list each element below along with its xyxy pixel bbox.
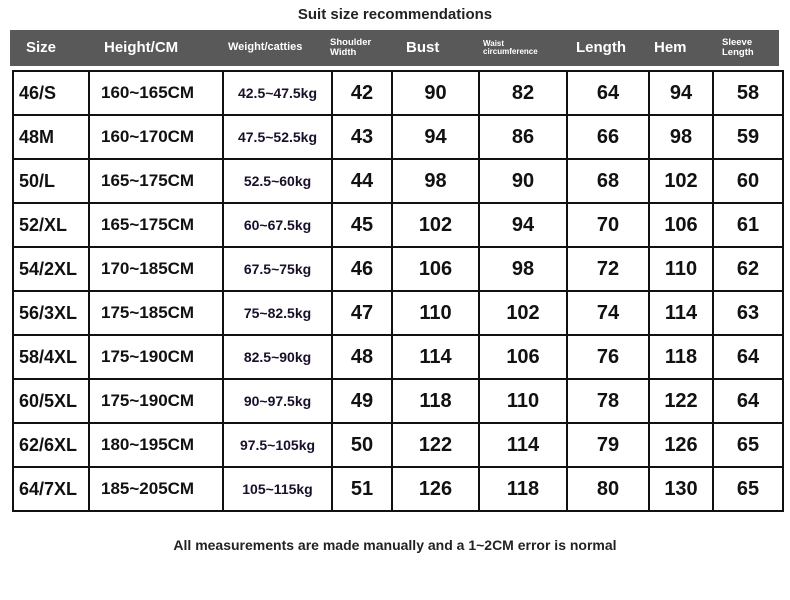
- page-title: Suit size recommendations: [297, 6, 493, 23]
- cell-length: 76: [567, 335, 649, 379]
- cell-waist: 106: [479, 335, 567, 379]
- header-bust: Bust: [406, 39, 440, 57]
- header-waist-line2: circumference: [483, 47, 538, 56]
- cell-length: 74: [567, 291, 649, 335]
- cell-bust: 98: [392, 159, 479, 203]
- cell-weight: 90~97.5kg: [223, 379, 332, 423]
- header-sleeve-line2: Length: [722, 47, 754, 58]
- header-size: Size: [26, 39, 57, 57]
- header-sleeve-length: [722, 30, 754, 66]
- cell-weight: 60~67.5kg: [223, 203, 332, 247]
- cell-bust: 110: [392, 291, 479, 335]
- cell-bust: 102: [392, 203, 479, 247]
- cell-sleeve: 59: [713, 115, 783, 159]
- cell-waist: 90: [479, 159, 567, 203]
- header-waist-circumference: [483, 30, 538, 66]
- table-row: [13, 467, 783, 511]
- table-row: [13, 71, 783, 115]
- cell-shoulder: 44: [332, 159, 392, 203]
- header-shoulder-line1: Shoulder: [330, 37, 372, 49]
- cell-waist: 94: [479, 203, 567, 247]
- cell-hem: 114: [649, 291, 713, 335]
- cell-size: 60/5XL: [13, 379, 89, 423]
- cell-shoulder: 45: [332, 203, 392, 247]
- measurement-note: All measurements are made manually and a 1~2CM error is normal: [173, 537, 617, 553]
- cell-weight: 105~115kg: [223, 467, 332, 511]
- table-row: [13, 159, 783, 203]
- cell-weight: 97.5~105kg: [223, 423, 332, 467]
- header-shoulder-line2: Width: [330, 47, 357, 58]
- cell-size: 54/2XL: [13, 247, 89, 291]
- cell-length: 78: [567, 379, 649, 423]
- cell-hem: 98: [649, 115, 713, 159]
- cell-shoulder: 43: [332, 115, 392, 159]
- cell-size: 62/6XL: [13, 423, 89, 467]
- cell-weight: 52.5~60kg: [223, 159, 332, 203]
- cell-shoulder: 46: [332, 247, 392, 291]
- cell-sleeve: 62: [713, 247, 783, 291]
- cell-bust: 90: [392, 71, 479, 115]
- cell-length: 64: [567, 71, 649, 115]
- cell-hem: 118: [649, 335, 713, 379]
- cell-length: 68: [567, 159, 649, 203]
- cell-sleeve: 60: [713, 159, 783, 203]
- cell-size: 48M: [13, 115, 89, 159]
- table-row: [13, 115, 783, 159]
- table-row: [13, 203, 783, 247]
- cell-height: 175~190CM: [89, 335, 223, 379]
- cell-height: 160~170CM: [89, 115, 223, 159]
- cell-hem: 122: [649, 379, 713, 423]
- cell-length: 70: [567, 203, 649, 247]
- cell-height: 180~195CM: [89, 423, 223, 467]
- cell-size: 64/7XL: [13, 467, 89, 511]
- cell-sleeve: 61: [713, 203, 783, 247]
- cell-sleeve: 65: [713, 467, 783, 511]
- header-waist-line1: Waist: [483, 38, 505, 48]
- cell-hem: 126: [649, 423, 713, 467]
- cell-size: 56/3XL: [13, 291, 89, 335]
- cell-bust: 122: [392, 423, 479, 467]
- header-height: Height/CM: [104, 39, 179, 57]
- cell-waist: 86: [479, 115, 567, 159]
- cell-bust: 118: [392, 379, 479, 423]
- table-row: [13, 291, 783, 335]
- cell-shoulder: 42: [332, 71, 392, 115]
- cell-waist: 82: [479, 71, 567, 115]
- cell-hem: 110: [649, 247, 713, 291]
- cell-bust: 94: [392, 115, 479, 159]
- cell-sleeve: 63: [713, 291, 783, 335]
- cell-weight: 82.5~90kg: [223, 335, 332, 379]
- cell-size: 50/L: [13, 159, 89, 203]
- cell-weight: 67.5~75kg: [223, 247, 332, 291]
- cell-size: 46/S: [13, 71, 89, 115]
- cell-height: 175~185CM: [89, 291, 223, 335]
- table-row: [13, 247, 783, 291]
- cell-sleeve: 64: [713, 335, 783, 379]
- cell-sleeve: 58: [713, 71, 783, 115]
- cell-size: 58/4XL: [13, 335, 89, 379]
- header-hem: Hem: [654, 39, 687, 57]
- header-weight: Weight/catties: [228, 41, 303, 54]
- cell-length: 72: [567, 247, 649, 291]
- table-row: [13, 379, 783, 423]
- cell-sleeve: 64: [713, 379, 783, 423]
- cell-shoulder: 49: [332, 379, 392, 423]
- cell-hem: 102: [649, 159, 713, 203]
- table-header: [10, 30, 779, 66]
- cell-sleeve: 65: [713, 423, 783, 467]
- cell-waist: 110: [479, 379, 567, 423]
- cell-waist: 98: [479, 247, 567, 291]
- header-sleeve-line1: Sleeve: [722, 37, 753, 49]
- cell-height: 185~205CM: [89, 467, 223, 511]
- cell-length: 79: [567, 423, 649, 467]
- cell-weight: 47.5~52.5kg: [223, 115, 332, 159]
- cell-waist: 118: [479, 467, 567, 511]
- cell-height: 165~175CM: [89, 203, 223, 247]
- cell-length: 66: [567, 115, 649, 159]
- size-table: [12, 70, 784, 512]
- cell-hem: 94: [649, 71, 713, 115]
- cell-bust: 126: [392, 467, 479, 511]
- cell-height: 160~165CM: [89, 71, 223, 115]
- cell-height: 165~175CM: [89, 159, 223, 203]
- cell-height: 175~190CM: [89, 379, 223, 423]
- table-row: [13, 423, 783, 467]
- cell-hem: 106: [649, 203, 713, 247]
- cell-waist: 102: [479, 291, 567, 335]
- cell-weight: 42.5~47.5kg: [223, 71, 332, 115]
- cell-bust: 106: [392, 247, 479, 291]
- cell-shoulder: 47: [332, 291, 392, 335]
- cell-bust: 114: [392, 335, 479, 379]
- table-row: [13, 335, 783, 379]
- header-length: Length: [576, 39, 626, 57]
- cell-shoulder: 50: [332, 423, 392, 467]
- cell-shoulder: 48: [332, 335, 392, 379]
- cell-size: 52/XL: [13, 203, 89, 247]
- cell-height: 170~185CM: [89, 247, 223, 291]
- cell-length: 80: [567, 467, 649, 511]
- cell-hem: 130: [649, 467, 713, 511]
- cell-shoulder: 51: [332, 467, 392, 511]
- cell-weight: 75~82.5kg: [223, 291, 332, 335]
- header-shoulder-width: [330, 30, 371, 66]
- cell-waist: 114: [479, 423, 567, 467]
